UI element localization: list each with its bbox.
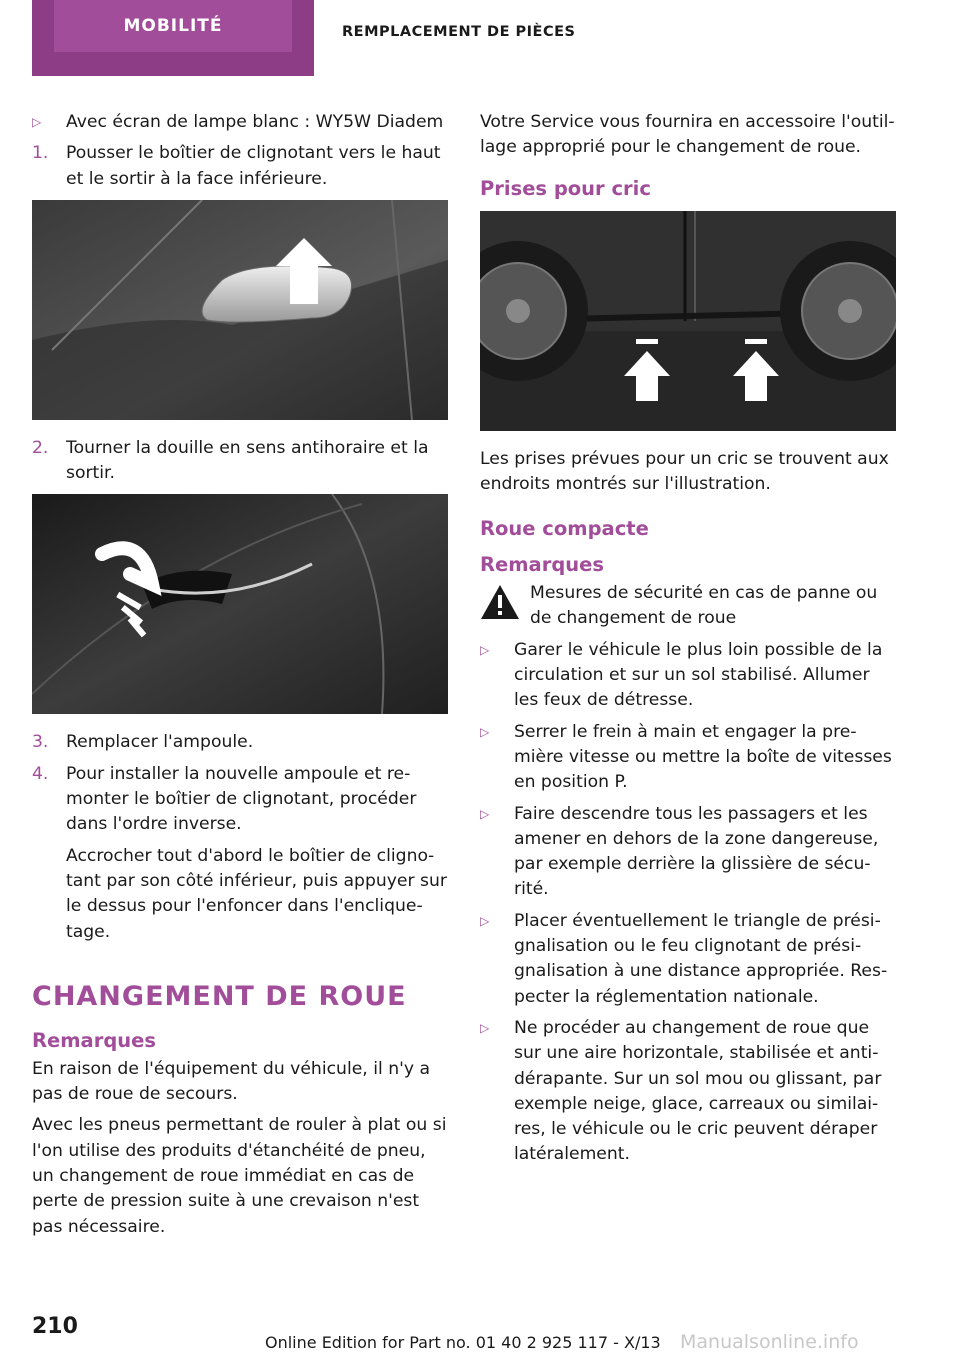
section-title-wheel-change: CHANGEMENT DE ROUE [32, 980, 407, 1012]
right-column [480, 110, 896, 1174]
step-3 [32, 730, 448, 755]
photo-socket-rotation [32, 494, 448, 714]
step-2 [32, 436, 448, 487]
header-tab [32, 0, 314, 76]
bullet-icon: ▷ [480, 642, 490, 657]
step-number: 2. [32, 437, 49, 458]
left-column [32, 110, 448, 1246]
bullet-icon: ▷ [480, 806, 490, 821]
step-number: 3. [32, 732, 49, 753]
step-number: 4. [32, 763, 49, 784]
paragraph-runflat: Avec les pneus permettant de rouler à plat ou si l'on utilise des produits d'étanchéité de pneu, un changement de roue immédiat en cas de perte de pression suite à une crevaison n'est pas nécessaire. [32, 1115, 447, 1237]
header-tab-label: MOBILITÉ [54, 0, 292, 52]
paragraph-no-spare: En raison de l'équipement du véhicule, il n'y a pas de roue de secours. [32, 1058, 431, 1105]
step-number: 1. [32, 143, 49, 164]
page-number: 210 [32, 1314, 78, 1339]
step-text: Remplacer l'ampoule. [66, 732, 254, 753]
bullet-icon: ▷ [480, 1020, 490, 1035]
safety-bullet-2 [480, 720, 896, 796]
service-intro: Votre Service vous fournira en accessoire l'outil‐lage approprié pour le changement de roue. [480, 112, 895, 158]
safety-bullet-text: Ne procéder au changement de roue que sur une aire horizontale, stabilisée et anti‐dérapante. Sur un sol mou ou glissant, par exemple neige, glace, carreaux ou similai‐res, le véhicule ou le cric peuvent déraper latéralement. [514, 1017, 882, 1165]
photo-indicator-housing [32, 200, 448, 420]
step-4 [32, 762, 448, 838]
step-text: Pousser le boîtier de clignotant vers le haut et le sortir à la face inférieure. [66, 143, 441, 189]
edition-info: Online Edition for Part no. 01 40 2 925 117 - X/13 [265, 1333, 661, 1352]
warning-triangle-icon [480, 584, 520, 620]
safety-bullet-1 [480, 638, 896, 714]
safety-bullet-4 [480, 909, 896, 1010]
safety-bullet-text: Placer éventuellement le triangle de prési‐gnalisation ou le feu clignotant de prési‐gnalisation à une distance appropriée. Res‐pecter la réglementation nationale. [514, 910, 888, 1007]
remarques-title-right: Remarques [480, 553, 605, 577]
bullet-icon: ▷ [32, 115, 42, 129]
warning-block [480, 581, 896, 632]
photo-jack-points [480, 211, 896, 431]
compact-wheel-title: Roue compacte [480, 517, 649, 541]
step-4-note: Accrocher tout d'abord le boîtier de cligno‐tant par son côté inférieur, puis appuyer sur le dessus pour l'enfoncer dans l'enclique‐tage. [66, 845, 447, 942]
safety-bullet-text: Serrer le frein à main et engager la pre‐mière vitesse ou mettre la boîte de vitesses en position P. [514, 721, 892, 793]
step-text: Pour installer la nouvelle ampoule et re‐monter le boîtier de clignotant, procéder dans l'ordre inverse. [66, 763, 417, 835]
safety-bullet-3 [480, 802, 896, 903]
safety-bullet-5 [480, 1016, 896, 1168]
remarques-title-left: Remarques [32, 1028, 157, 1052]
bullet-icon: ▷ [480, 724, 490, 739]
jack-points-title: Prises pour cric [480, 176, 651, 200]
intro-bullet-text: Avec écran de lampe blanc : WY5W Diadem [66, 112, 444, 132]
intro-bullet [32, 110, 448, 135]
watermark-site: Manualsonline.info [680, 1331, 859, 1353]
step-text: Tourner la douille en sens antihoraire et la sortir. [66, 437, 429, 484]
step-1 [32, 141, 448, 192]
bullet-icon: ▷ [480, 913, 490, 928]
safety-bullet-text: Garer le véhicule le plus loin possible de la circulation et sur un sol stabilisé. Allumer les feux de détresse. [514, 639, 883, 711]
safety-bullet-text: Faire descendre tous les passagers et les amener en dehors de la zone dangereuse, par exemple derrière la glissière de sécu‐rité. [514, 803, 879, 900]
jack-caption: Les prises prévues pour un cric se trouvent aux endroits montrés sur l'illustration. [480, 448, 889, 494]
header-section-title: REMPLACEMENT DE PIÈCES [342, 24, 576, 40]
warning-text: Mesures de sécurité en cas de panne ou de changement de roue [530, 583, 878, 629]
